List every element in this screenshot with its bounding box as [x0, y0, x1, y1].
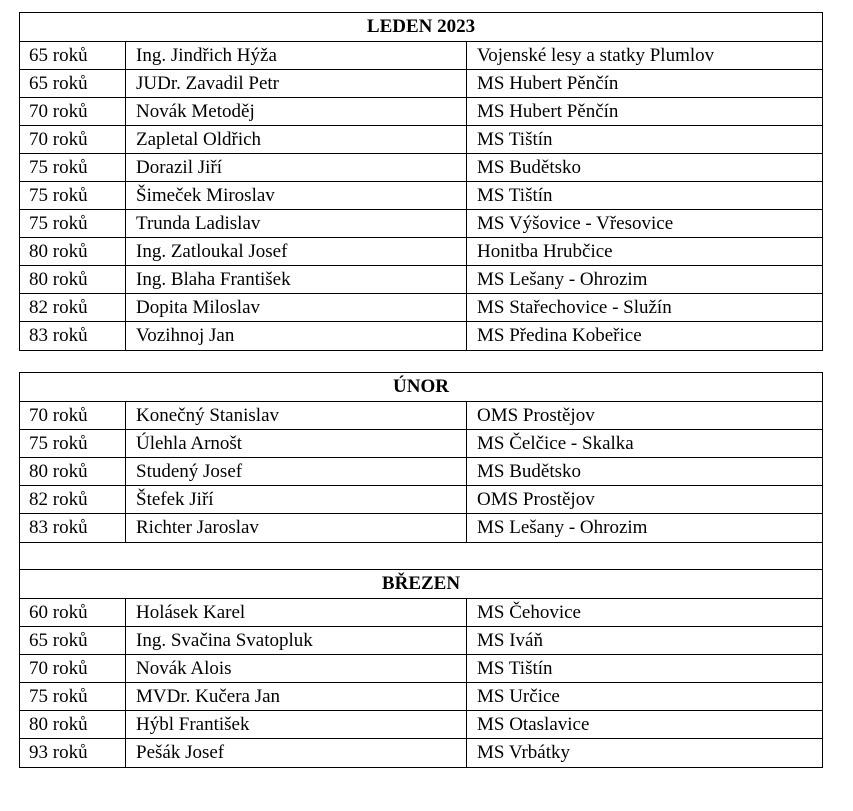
- club-cell: MS Stařechovice - Služín: [477, 297, 672, 318]
- table-row: [20, 70, 822, 98]
- name-cell: Konečný Stanislav: [126, 402, 467, 429]
- table-row: [20, 42, 822, 70]
- table-row: [20, 655, 822, 683]
- table-row: [20, 126, 822, 154]
- club-cell: MS Čehovice: [477, 602, 581, 623]
- table-row: [20, 154, 822, 182]
- name-cell: Hýbl František: [126, 711, 467, 738]
- club-cell: Honitba Hrubčice: [477, 241, 613, 262]
- name-cell: MVDr. Kučera Jan: [126, 683, 467, 710]
- table-leden: [19, 12, 823, 351]
- table-row: [20, 402, 822, 430]
- age-cell: 65 roků: [20, 627, 126, 654]
- age-cell: 75 roků: [20, 182, 126, 209]
- table-row: [20, 486, 822, 514]
- club-cell: MS Hubert Pěnčín: [477, 101, 619, 122]
- age-cell: 80 roků: [20, 238, 126, 265]
- club-cell: MS Předina Kobeřice: [477, 325, 642, 346]
- age-cell: 75 roků: [20, 430, 126, 457]
- age-cell: 75 roků: [20, 210, 126, 237]
- table-row: [20, 266, 822, 294]
- club-cell: OMS Prostějov: [477, 405, 595, 426]
- table-row: [20, 599, 822, 627]
- table-row: [20, 294, 822, 322]
- name-cell: Studený Josef: [126, 458, 467, 485]
- age-cell: 83 roků: [20, 514, 126, 542]
- name-cell: Novák Metoděj: [126, 98, 467, 125]
- name-cell: Dorazil Jiří: [126, 154, 467, 181]
- club-cell: MS Tištín: [477, 658, 553, 679]
- table-row: [20, 238, 822, 266]
- club-cell: MS Budětsko: [477, 461, 581, 482]
- club-cell: MS Vrbátky: [477, 742, 570, 763]
- table-row: [20, 514, 822, 542]
- club-cell: OMS Prostějov: [477, 489, 595, 510]
- table-row: [20, 739, 822, 767]
- table-row: [20, 210, 822, 238]
- age-cell: 75 roků: [20, 683, 126, 710]
- table-row: [20, 711, 822, 739]
- age-cell: 80 roků: [20, 266, 126, 293]
- age-cell: 65 roků: [20, 42, 126, 69]
- section-title-unor: ÚNOR: [20, 373, 822, 402]
- name-cell: Zapletal Oldřich: [126, 126, 467, 153]
- age-cell: 75 roků: [20, 154, 126, 181]
- club-cell: MS Otaslavice: [477, 714, 590, 735]
- club-cell: MS Lešany - Ohrozim: [477, 269, 648, 290]
- club-cell: MS Výšovice - Vřesovice: [477, 213, 674, 234]
- club-cell: MS Čelčice - Skalka: [477, 433, 634, 454]
- name-cell: Štefek Jiří: [126, 486, 467, 513]
- section-title-brezen: BŘEZEN: [20, 570, 822, 599]
- age-cell: 93 roků: [20, 739, 126, 767]
- table-row: [20, 627, 822, 655]
- age-cell: 60 roků: [20, 599, 126, 626]
- club-cell: MS Hubert Pěnčín: [477, 73, 619, 94]
- name-cell: Dopita Miloslav: [126, 294, 467, 321]
- age-cell: 83 roků: [20, 322, 126, 350]
- name-cell: Ing. Blaha František: [126, 266, 467, 293]
- table-row: [20, 458, 822, 486]
- table-unor-brezen: [19, 372, 823, 768]
- spacer-row: [20, 542, 822, 570]
- age-cell: 70 roků: [20, 655, 126, 682]
- name-cell: Šimeček Miroslav: [126, 182, 467, 209]
- name-cell: Pešák Josef: [126, 739, 467, 767]
- club-cell: MS Tištín: [477, 129, 553, 150]
- age-cell: 70 roků: [20, 402, 126, 429]
- name-cell: Ing. Zatloukal Josef: [126, 238, 467, 265]
- name-cell: Richter Jaroslav: [126, 514, 467, 542]
- table-row: [20, 182, 822, 210]
- age-cell: 65 roků: [20, 70, 126, 97]
- name-cell: Úlehla Arnošt: [126, 430, 467, 457]
- table-row: [20, 683, 822, 711]
- name-cell: Ing. Svačina Svatopluk: [126, 627, 467, 654]
- club-cell: MS Budětsko: [477, 157, 581, 178]
- name-cell: Novák Alois: [126, 655, 467, 682]
- age-cell: 70 roků: [20, 98, 126, 125]
- table-row: [20, 322, 822, 350]
- club-cell: MS Lešany - Ohrozim: [477, 517, 648, 538]
- name-cell: Vozihnoj Jan: [126, 322, 467, 350]
- club-cell: MS Tištín: [477, 185, 553, 206]
- age-cell: 80 roků: [20, 458, 126, 485]
- table-row: [20, 430, 822, 458]
- club-cell: Vojenské lesy a statky Plumlov: [477, 45, 715, 66]
- name-cell: Trunda Ladislav: [126, 210, 467, 237]
- name-cell: JUDr. Zavadil Petr: [126, 70, 467, 97]
- name-cell: Ing. Jindřich Hýža: [126, 42, 467, 69]
- section-title-leden: LEDEN 2023: [20, 13, 822, 42]
- age-cell: 80 roků: [20, 711, 126, 738]
- table-row: [20, 98, 822, 126]
- age-cell: 82 roků: [20, 486, 126, 513]
- club-cell: MS Určice: [477, 686, 560, 707]
- club-cell: MS Iváň: [477, 630, 543, 651]
- age-cell: 70 roků: [20, 126, 126, 153]
- age-cell: 82 roků: [20, 294, 126, 321]
- name-cell: Holásek Karel: [126, 599, 467, 626]
